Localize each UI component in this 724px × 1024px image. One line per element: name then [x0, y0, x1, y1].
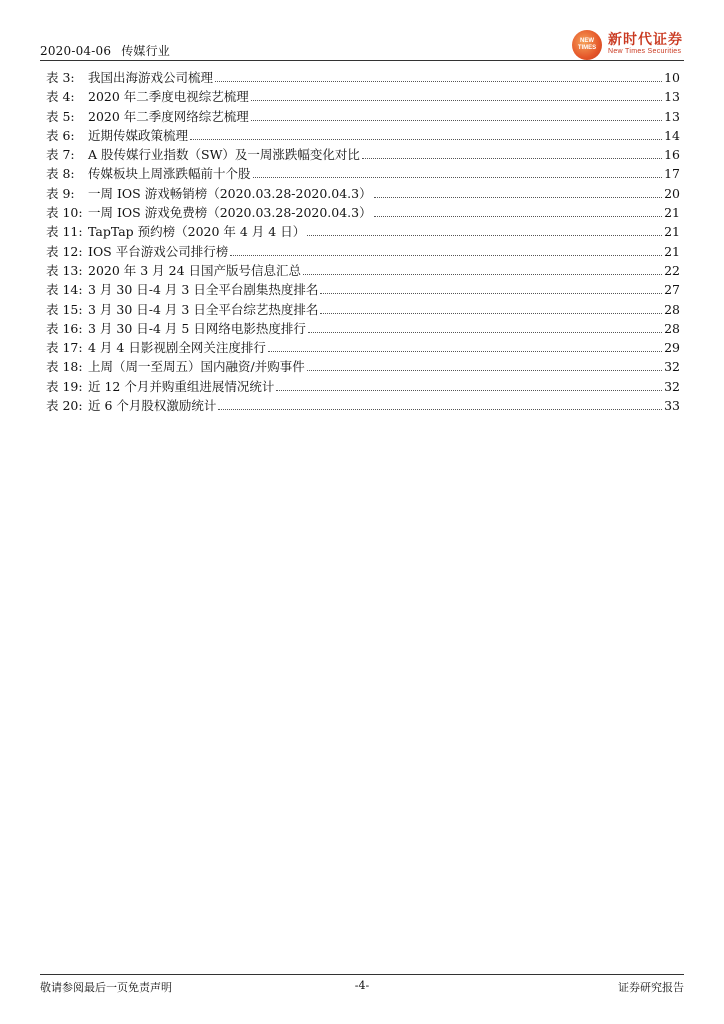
- toc-entry[interactable]: [46, 280, 680, 299]
- toc-entry[interactable]: [46, 300, 680, 319]
- toc-entry-page: 21: [664, 205, 680, 221]
- toc-entry-label: 表 3:: [46, 70, 75, 85]
- toc-dot-leader: [320, 313, 662, 314]
- toc-entry[interactable]: [46, 164, 680, 183]
- toc-dot-leader: [218, 409, 662, 410]
- toc-entry-page: 22: [664, 262, 680, 278]
- toc-entry-title: 2020 年 3 月 24 日国产版号信息汇总: [88, 262, 302, 278]
- header-info: [40, 42, 170, 59]
- toc-dot-leader: [374, 216, 662, 217]
- toc-entry-title: IOS 平台游戏公司排行榜: [88, 243, 229, 259]
- toc-entry-title: 一周 IOS 游戏畅销榜（2020.03.28-2020.04.3）: [88, 185, 372, 201]
- toc-dot-leader: [251, 120, 662, 121]
- toc-entry-title: 近 6 个月股权激励统计: [88, 398, 217, 414]
- toc-entry[interactable]: [46, 242, 680, 261]
- toc-entry-page: 16: [664, 147, 680, 163]
- toc-entry[interactable]: [46, 184, 680, 203]
- toc-entry[interactable]: [46, 396, 680, 415]
- page-header: [40, 28, 684, 64]
- toc-entry-label: 表 9:: [46, 185, 75, 201]
- logo-name-cn: 新时代证券: [608, 32, 683, 48]
- toc-entry-label: 表 19:: [46, 378, 83, 394]
- toc-entry-title: 4 月 4 日影视剧全网关注度排行: [88, 340, 266, 356]
- toc-entry-title: 近期传媒政策梳理: [88, 127, 189, 143]
- report-date: 2020-04-06: [40, 44, 112, 58]
- toc-entry-label: 表 13:: [46, 262, 83, 278]
- toc-dot-leader: [253, 177, 662, 178]
- toc-entry-page: 28: [664, 320, 680, 336]
- toc-entry[interactable]: [46, 357, 680, 376]
- toc-dot-leader: [190, 139, 662, 140]
- toc-entry-page: 32: [664, 378, 680, 394]
- toc-entry-title: 3 月 30 日-4 月 5 日网络电影热度排行: [88, 320, 306, 336]
- logo-name-en: New Times Securities: [608, 48, 682, 55]
- page-footer: [40, 979, 684, 995]
- toc-entry-label: 表 14:: [46, 282, 83, 298]
- toc-entry[interactable]: [46, 203, 680, 222]
- toc-entry-title: 近 12 个月并购重组进展情况统计: [88, 378, 275, 394]
- toc-entry-title: 一周 IOS 游戏免费榜（2020.03.28-2020.04.3）: [88, 205, 372, 221]
- table-of-tables: [46, 68, 680, 415]
- toc-dot-leader: [308, 332, 662, 333]
- toc-entry-label: 表 12:: [46, 243, 83, 259]
- toc-entry-page: 21: [664, 243, 680, 259]
- toc-entry-page: 21: [664, 224, 680, 240]
- toc-entry-label: 表 18:: [46, 359, 83, 375]
- toc-entry[interactable]: [46, 107, 680, 126]
- toc-entry-page: 33: [664, 398, 680, 414]
- toc-dot-leader: [362, 158, 662, 159]
- toc-dot-leader: [374, 197, 662, 198]
- toc-entry[interactable]: [46, 126, 680, 145]
- toc-dot-leader: [230, 255, 662, 256]
- toc-entry-label: 表 10:: [46, 205, 83, 221]
- page-number: -4-: [354, 979, 370, 992]
- toc-dot-leader: [307, 370, 662, 371]
- toc-entry-label: 表 7:: [46, 147, 75, 163]
- report-type: 证券研究报告: [618, 981, 684, 994]
- toc-entry-title: 3 月 30 日-4 月 3 日全平台剧集热度排名: [88, 282, 319, 298]
- toc-entry-page: 27: [664, 282, 680, 298]
- toc-dot-leader: [268, 351, 662, 352]
- footer-divider: [40, 974, 684, 975]
- toc-entry-title: 传媒板块上周涨跌幅前十个股: [88, 166, 251, 182]
- toc-entry-title: TapTap 预约榜（2020 年 4 月 4 日）: [88, 224, 306, 240]
- toc-dot-leader: [320, 293, 662, 294]
- toc-entry-page: 20: [664, 185, 680, 201]
- toc-entry-page: 14: [664, 127, 680, 143]
- toc-entry-page: 32: [664, 359, 680, 375]
- company-logo: [572, 28, 684, 62]
- toc-entry-label: 表 20:: [46, 398, 83, 414]
- toc-entry-title: A 股传媒行业指数（SW）及一周涨跌幅变化对比: [88, 147, 360, 163]
- toc-entry-page: 28: [664, 301, 680, 317]
- toc-entry-page: 13: [664, 89, 680, 105]
- toc-entry-page: 17: [664, 166, 680, 182]
- toc-entry[interactable]: [46, 338, 680, 357]
- toc-entry-label: 表 6:: [46, 127, 75, 143]
- toc-entry-label: 表 11:: [46, 224, 83, 240]
- toc-dot-leader: [307, 235, 662, 236]
- toc-dot-leader: [276, 390, 662, 391]
- toc-entry[interactable]: [46, 222, 680, 241]
- toc-entry-title: 2020 年二季度电视综艺梳理: [88, 89, 249, 105]
- toc-entry[interactable]: [46, 145, 680, 164]
- toc-entry[interactable]: [46, 319, 680, 338]
- toc-entry-label: 表 5:: [46, 108, 75, 124]
- toc-entry-title: 2020 年二季度网络综艺梳理: [88, 108, 249, 124]
- toc-entry-title: 上周（周一至周五）国内融资/并购事件: [88, 359, 305, 375]
- toc-entry-page: 10: [664, 70, 680, 85]
- toc-dot-leader: [251, 100, 662, 101]
- toc-entry-label: 表 4:: [46, 89, 75, 105]
- toc-entry-label: 表 16:: [46, 320, 83, 336]
- toc-entry-label: 表 17:: [46, 340, 83, 356]
- header-divider: [40, 60, 684, 61]
- toc-entry-page: 29: [664, 340, 680, 356]
- toc-entry-title: 我国出海游戏公司梳理: [88, 70, 214, 85]
- toc-entry-label: 表 15:: [46, 301, 83, 317]
- toc-entry-label: 表 8:: [46, 166, 75, 182]
- toc-dot-leader: [303, 274, 662, 275]
- toc-dot-leader: [215, 81, 662, 82]
- toc-entry[interactable]: [46, 68, 680, 87]
- toc-entry[interactable]: [46, 377, 680, 396]
- logo-emblem-icon: NEW TIMES: [572, 30, 602, 60]
- toc-entry-page: 13: [664, 108, 680, 124]
- toc-entry[interactable]: [46, 261, 680, 280]
- toc-entry-title: 3 月 30 日-4 月 3 日全平台综艺热度排名: [88, 301, 319, 317]
- industry-name: 传媒行业: [121, 44, 171, 58]
- toc-entry[interactable]: [46, 87, 680, 106]
- disclaimer-note: 敬请参阅最后一页免责声明: [40, 981, 172, 994]
